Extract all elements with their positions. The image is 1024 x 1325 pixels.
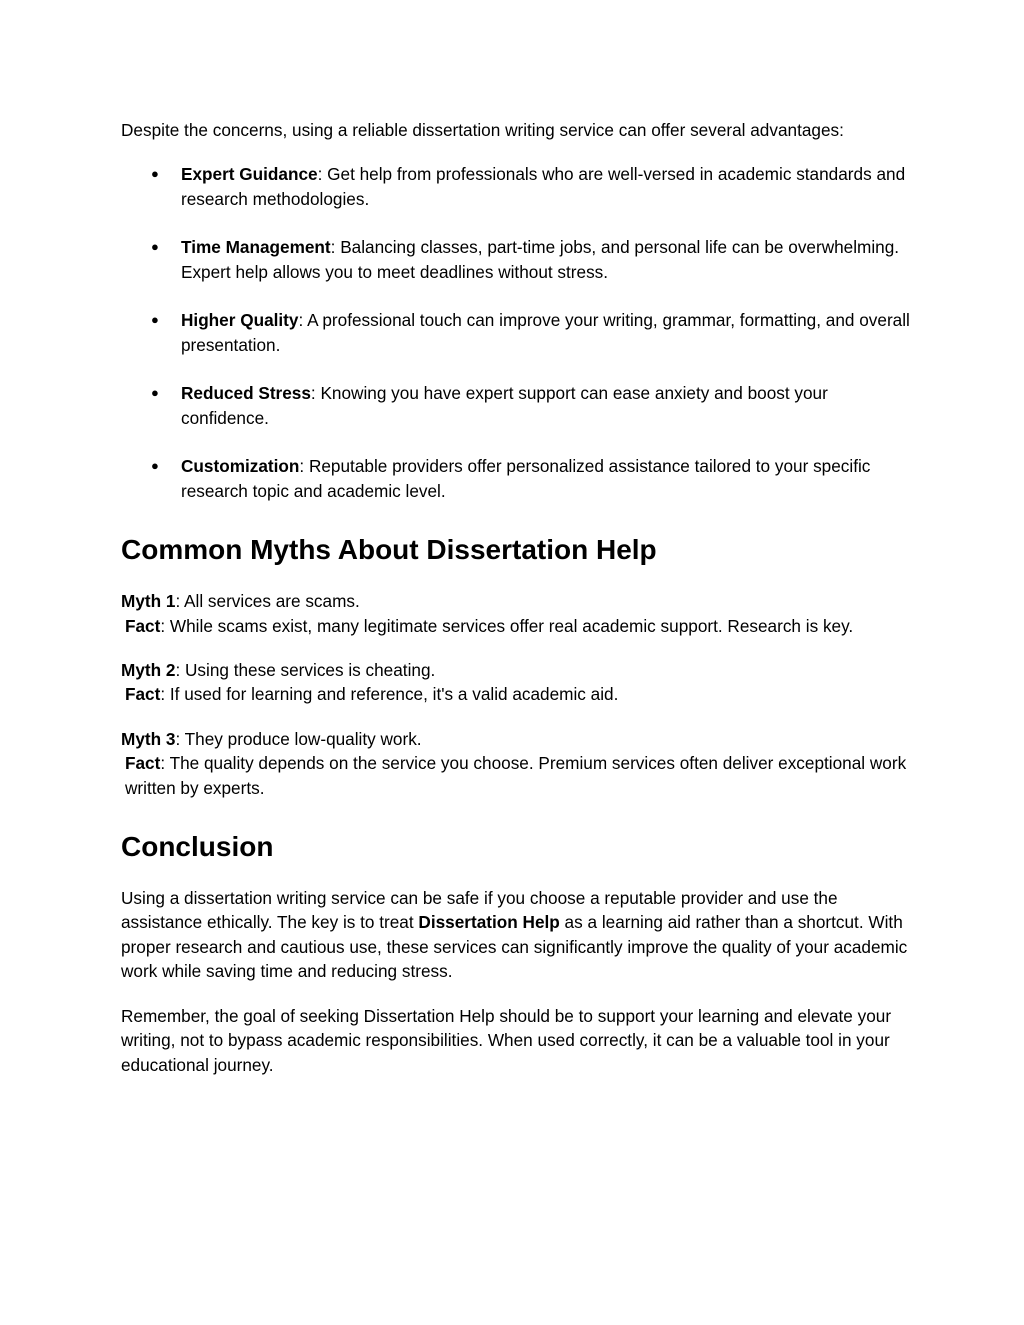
advantage-text: : Knowing you have expert support can ease anxiety and boost your confidence. (181, 383, 828, 428)
list-item (121, 235, 911, 284)
intro-paragraph: Despite the concerns, using a reliable dissertation writing service can offer several advantages: (121, 120, 844, 140)
advantage-title: Customization (181, 456, 300, 477)
conclusion-paragraph-2: Remember, the goal of seeking Dissertation Help should be to support your learning and elevate your writing, not to bypass academic responsibilities. When used correctly, it can be a valuable tool in your educational journey. (121, 1005, 892, 1075)
fact-label: Fact (125, 615, 161, 636)
myth-block (121, 727, 911, 800)
fact-label: Fact (125, 753, 161, 774)
fact-text: : While scams exist, many legitimate services offer real academic support. Research is key. (160, 615, 854, 636)
fact-text: : If used for learning and reference, it's a valid academic aid. (160, 684, 619, 705)
list-item (121, 454, 911, 503)
advantage-title: Expert Guidance (181, 164, 318, 185)
advantage-text: : Reputable providers offer personalized assistance tailored to your specific research topic and academic level. (181, 456, 871, 501)
advantage-text: : Get help from professionals who are well-versed in academic standards and research methodologies. (181, 164, 906, 209)
conclusion-bold-phrase: Dissertation Help (418, 912, 560, 933)
bullet-icon: ● (151, 458, 159, 474)
myth-text: : Using these services is cheating. (175, 660, 436, 681)
advantage-title: Time Management (181, 237, 331, 258)
advantages-list (121, 162, 911, 503)
myth-line (121, 727, 911, 751)
myth-block (121, 589, 911, 638)
list-item (121, 381, 911, 430)
myth-label: Myth 1 (121, 591, 176, 612)
list-item (121, 308, 911, 357)
fact-line (121, 751, 911, 800)
myth-text: : All services are scams. (175, 591, 360, 612)
myth-label: Myth 3 (121, 728, 176, 749)
fact-line (121, 614, 911, 638)
bullet-icon: ● (151, 166, 159, 182)
conclusion-text-before: Using a dissertation writing service can be safe if you choose a reputable provider and use the assistance ethically. The key is to treat (121, 888, 838, 933)
myth-line (121, 589, 911, 613)
myth-line (121, 658, 911, 682)
document-page (121, 118, 911, 1097)
advantage-title: Reduced Stress (181, 383, 311, 404)
myth-label: Myth 2 (121, 660, 176, 681)
fact-label: Fact (125, 684, 161, 705)
fact-line (121, 682, 911, 706)
bullet-icon: ● (151, 312, 159, 328)
advantage-text: : Balancing classes, part-time jobs, and personal life can be overwhelming. Expert help allows you to meet deadlines without stress. (181, 237, 900, 282)
conclusion-paragraph-1 (121, 886, 911, 984)
advantage-text: : A professional touch can improve your writing, grammar, formatting, and overall presentation. (181, 310, 910, 355)
advantage-title: Higher Quality (181, 310, 299, 331)
myths-heading: Common Myths About Dissertation Help (121, 534, 657, 566)
bullet-icon: ● (151, 385, 159, 401)
myth-block (121, 658, 911, 707)
bullet-icon: ● (151, 239, 159, 255)
conclusion-heading: Conclusion (121, 831, 274, 863)
fact-text: : The quality depends on the service you choose. Premium services often deliver exceptional work written by experts. (125, 753, 907, 798)
myth-text: : They produce low-quality work. (175, 728, 422, 749)
list-item (121, 162, 911, 211)
conclusion-text-after: as a learning aid rather than a shortcut. With proper research and cautious use, these services can significantly improve the quality of your academic work while saving time and reducing stress. (121, 912, 908, 982)
